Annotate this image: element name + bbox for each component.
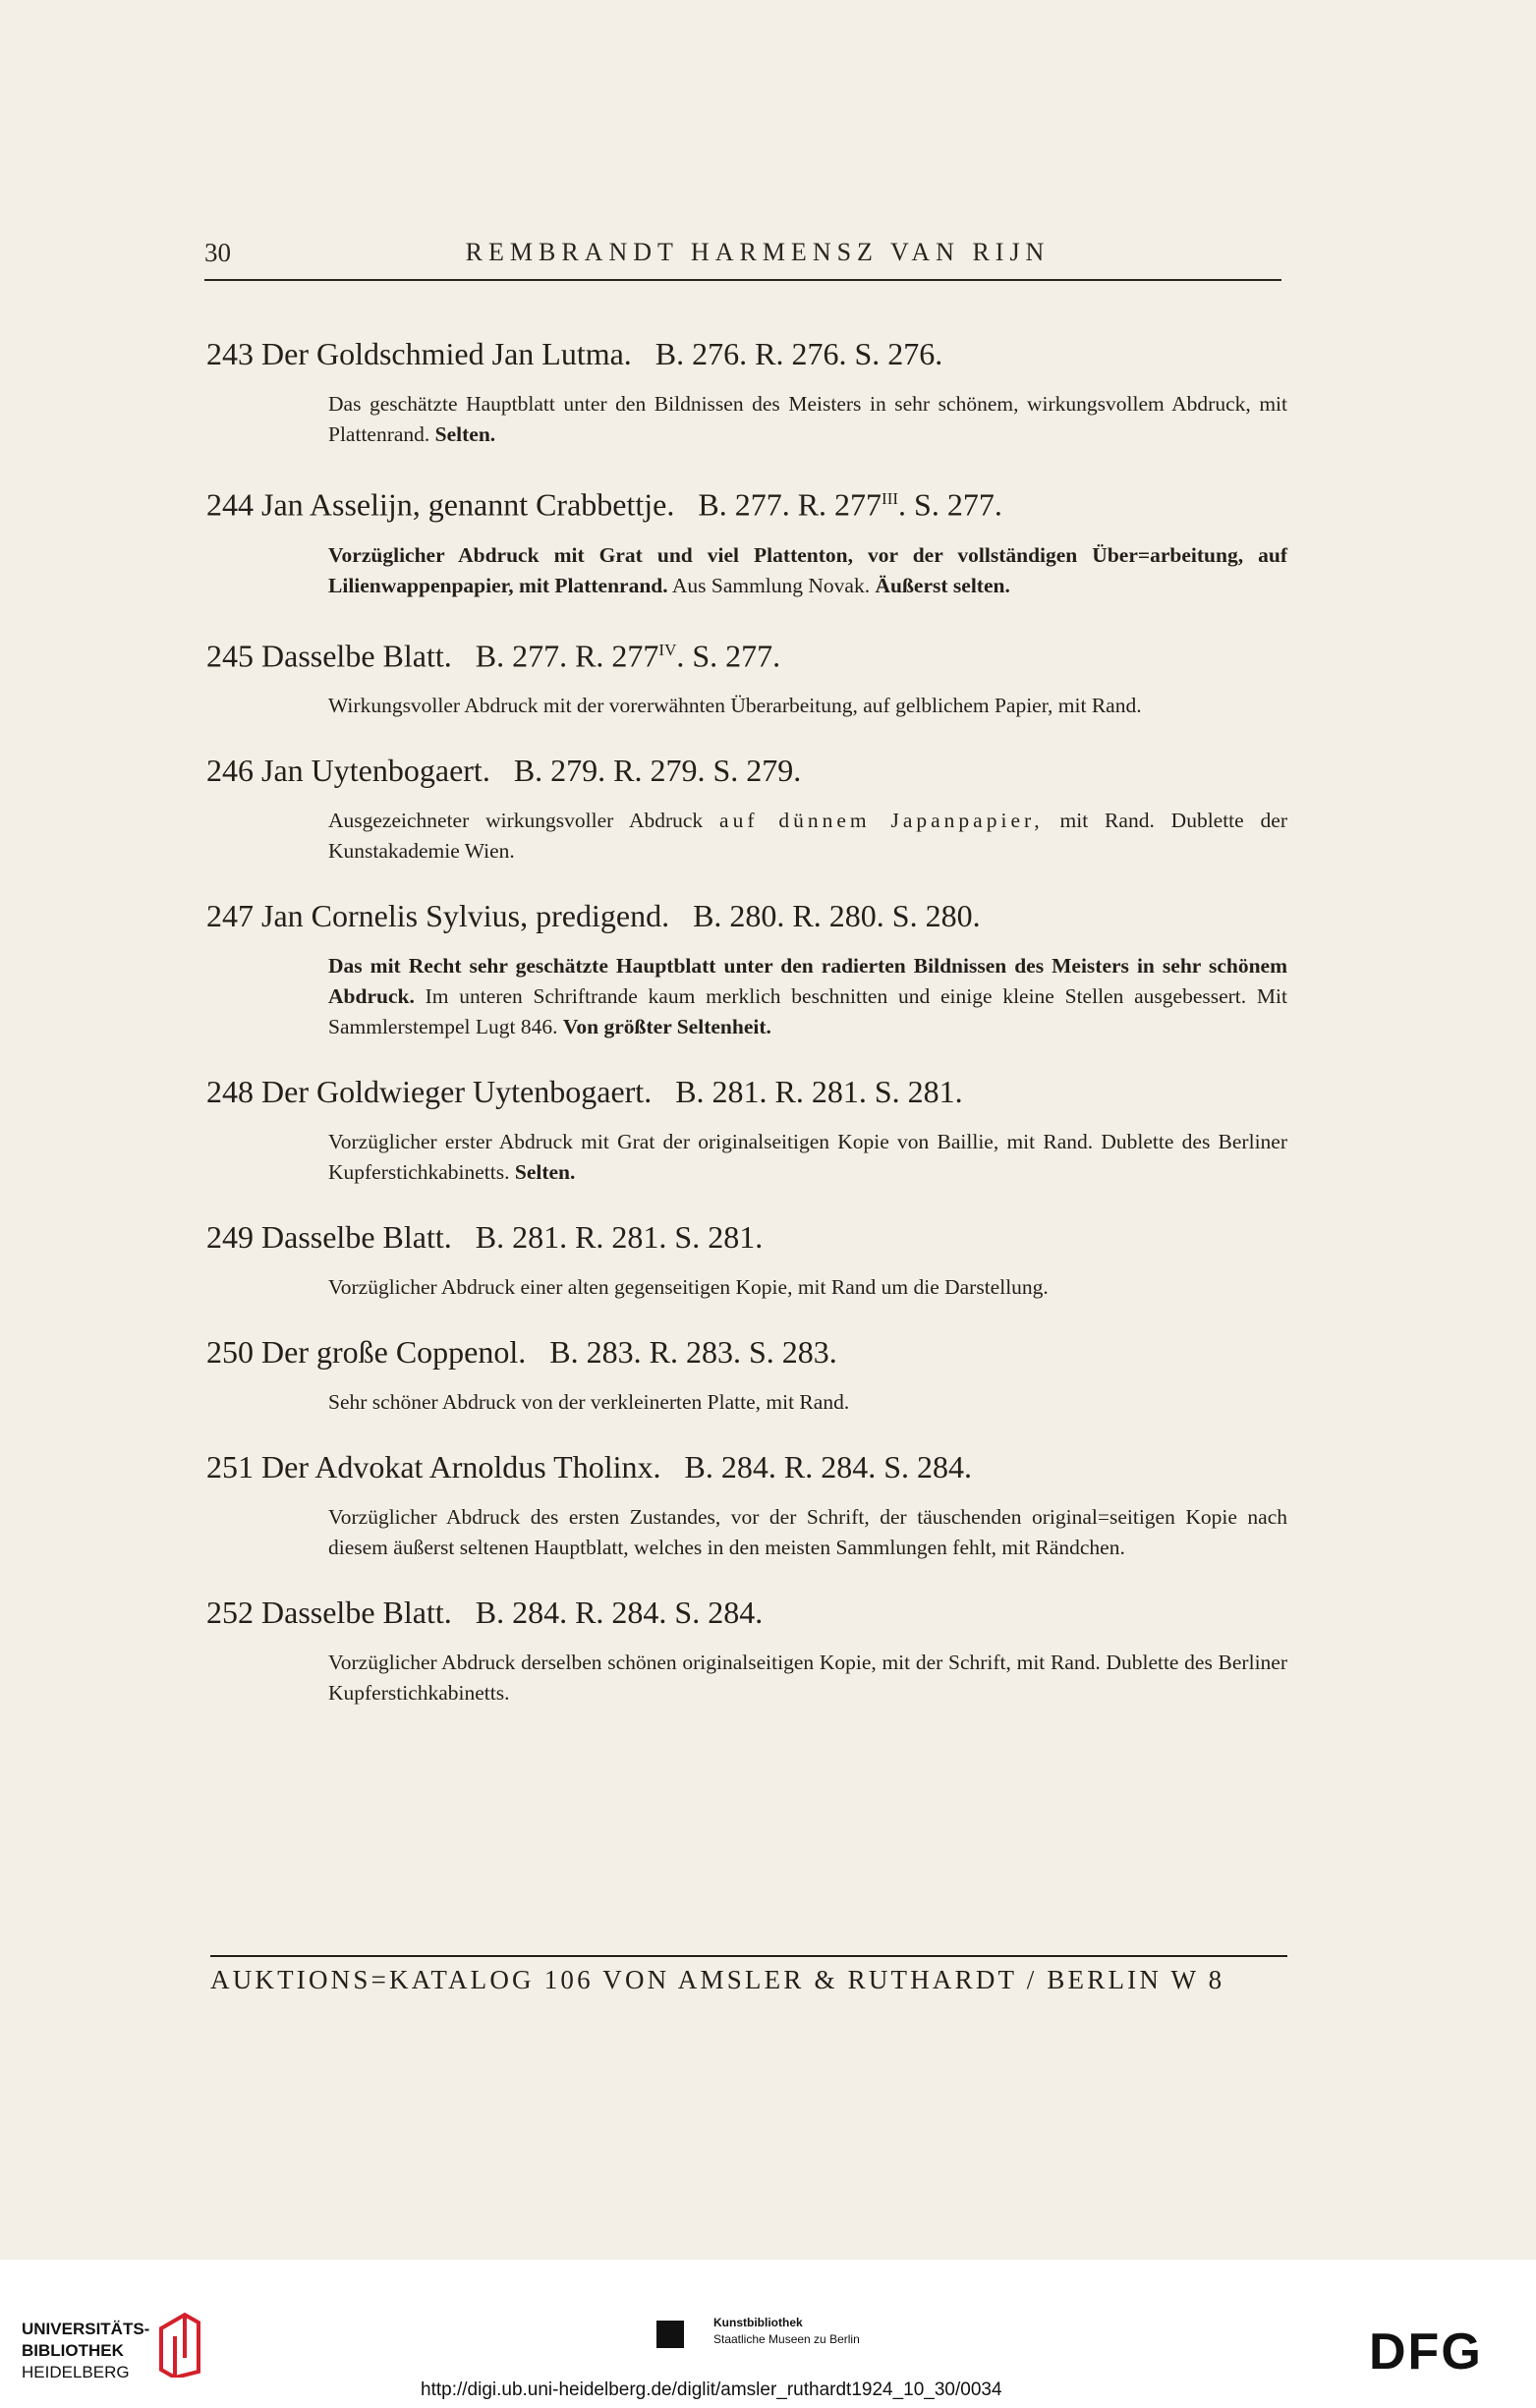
entry-refs: B. 277. R. 277 (698, 486, 882, 523)
entry-refs: B. 284. R. 284. (475, 1595, 667, 1631)
entry-description (328, 1127, 1287, 1188)
entry-title: Dasselbe Blatt. (261, 1219, 452, 1256)
catalog-entry (206, 479, 1287, 601)
catalog-entry (206, 334, 1287, 450)
condition-note: Im unteren Schriftrande kaum merklich beschnitten und einige kleine Stellen ausgebessert. Mit Sammlerstempel Lugt 846. (328, 984, 1287, 1039)
entry-title: Jan Cornelis Sylvius, predigend. (261, 898, 670, 934)
footer-divider (210, 1955, 1287, 1957)
running-title: REMBRANDT HARMENSZ VAN RIJN (465, 238, 1051, 266)
description-text: Das geschätzte Hauptblatt unter den Bildnissen des Meisters in sehr schönem, wirkungsvollem Abdruck, mit Plattenrand. (328, 392, 1287, 446)
catalog-entry (206, 751, 1287, 867)
entry-heading (206, 631, 1287, 676)
digitization-bar (0, 2260, 1536, 2408)
entry-refs-tail: S. 281. (674, 1219, 764, 1256)
entry-number: 251 (206, 1449, 254, 1485)
page-footer (210, 1955, 1287, 1995)
rarity-note: Selten. (514, 1160, 576, 1185)
entry-description (328, 389, 1287, 450)
catalog-entry (206, 1217, 1287, 1303)
entry-description (328, 806, 1287, 867)
entry-title: Dasselbe Blatt. (261, 638, 452, 674)
entry-refs: B. 280. R. 280. (693, 898, 884, 934)
entry-description (328, 1648, 1287, 1708)
state-superscript: III (882, 489, 899, 508)
entry-title: Jan Uytenbogaert. (261, 753, 490, 789)
page-header (204, 236, 1281, 281)
entry-title: Der Goldwieger Uytenbogaert. (261, 1074, 653, 1110)
library-building-icon (157, 2309, 202, 2378)
rarity-note: Äußerst selten. (875, 573, 1010, 597)
entry-heading (206, 1217, 1287, 1257)
entry-number: 249 (206, 1219, 254, 1256)
entry-heading (206, 751, 1287, 790)
entry-number: 243 (206, 336, 254, 371)
entry-title: Der Goldschmied Jan Lutma. (261, 336, 632, 371)
entry-refs: B. 284. R. 284. (684, 1449, 877, 1485)
logo-text-line: UNIVERSITÄTS- (22, 2320, 150, 2338)
description-text: Vorzüglicher Abdruck mit Grat und viel Plattenton, vor der vollständigen Über=arbeitung, auf Lilienwappenpapier, mit Plattenrand. (328, 542, 1287, 597)
entry-description (328, 1272, 1287, 1303)
entry-refs-tail: S. 276. (854, 336, 943, 371)
footer-imprint: AUKTIONS=KATALOG 106 VON AMSLER & RUTHARDT / BERLIN W 8 (210, 1965, 1225, 1994)
description-text: Wirkungsvoller Abdruck mit der vorerwähnten Überarbeitung, auf gelblichem Papier, mit Rand. (328, 694, 1142, 718)
description-text: Vorzüglicher erster Abdruck mit Grat der originalseitigen Kopie von Baillie, mit Rand. Dublette des Berliner Kupferstichkabinetts. (328, 1130, 1287, 1185)
entry-description (328, 951, 1287, 1042)
entry-refs-tail: S. 283. (748, 1334, 837, 1371)
dfg-logo[interactable]: DFG (1369, 2324, 1483, 2380)
catalog-entry (206, 631, 1287, 722)
entry-refs-tail: . S. 277. (676, 638, 781, 674)
entry-heading (206, 1072, 1287, 1111)
provenance-note: Aus Sammlung Novak. (671, 573, 871, 597)
catalog-entries (206, 334, 1287, 1738)
entry-heading (206, 479, 1287, 525)
catalog-entry (206, 1447, 1287, 1563)
entry-heading (206, 334, 1287, 373)
entry-heading (206, 1593, 1287, 1632)
provenance-note: mit Rand. Dublette der Kunstakademie Wien. (328, 809, 1288, 864)
description-text: Vorzüglicher Abdruck des ersten Zustandes, vor der Schrift, der täuschenden original=seitigen Kopie nach diesem äußerst seltenen Hauptblatt, welches in den meisten Sammlungen fehlt, mit Rändchen. (328, 1505, 1287, 1560)
entry-refs: B. 279. R. 279. (513, 753, 706, 789)
description-text: Das mit Recht sehr geschätzte Hauptblatt unter den radierten Bildnissen des Meisters in sehr schönem Abdruck. (328, 954, 1287, 1009)
entry-number: 246 (206, 753, 254, 789)
description-text: Vorzüglicher Abdruck einer alten gegenseitigen Kopie, mit Rand um die Darstellung. (328, 1275, 1049, 1300)
rarity-note: Selten. (434, 422, 496, 446)
entry-description (328, 1502, 1287, 1563)
description-text: Sehr schöner Abdruck von der verkleinerten Platte, mit Rand. (328, 1390, 850, 1415)
permalink-url[interactable]: http://digi.ub.uni-heidelberg.de/diglit/amsler_ruthardt1924_10_30/0034 (421, 2380, 1002, 2400)
page-number: 30 (204, 238, 231, 267)
entry-title: Dasselbe Blatt. (261, 1595, 452, 1631)
kunstbibliothek-label (713, 2315, 860, 2348)
entry-description (328, 1387, 1287, 1418)
entry-refs-tail: S. 279. (712, 753, 802, 789)
entry-refs: B. 283. R. 283. (549, 1334, 741, 1371)
entry-heading (206, 1332, 1287, 1372)
rarity-note: Von größter Seltenheit. (562, 1015, 771, 1039)
entry-title: Der große Coppenol. (261, 1334, 527, 1371)
entry-number: 252 (206, 1595, 254, 1631)
museum-mark-icon (656, 2321, 684, 2348)
entry-title: Der Advokat Arnoldus Tholinx. (261, 1449, 661, 1485)
entry-refs: B. 276. R. 276. (654, 336, 847, 371)
entry-number: 245 (206, 638, 254, 674)
entry-refs-tail: S. 284. (883, 1449, 972, 1485)
entry-number: 248 (206, 1074, 254, 1110)
logo-text-line: Staatliche Museen zu Berlin (713, 2332, 860, 2346)
state-superscript: IV (658, 640, 677, 659)
entry-description (328, 540, 1287, 601)
catalog-entry (206, 1593, 1287, 1708)
entry-refs-tail: S. 284. (674, 1595, 764, 1631)
entry-refs: B. 281. R. 281. (475, 1219, 667, 1256)
paper-note: auf dünnem Japanpapier, (719, 809, 1044, 833)
university-library-logo[interactable] (22, 2319, 149, 2383)
catalog-entry (206, 1072, 1287, 1188)
description-text: Vorzüglicher Abdruck derselben schönen originalseitigen Kopie, mit der Schrift, mit Rand. Dublette des Berliner Kupferstichkabinetts. (328, 1651, 1287, 1706)
entry-number: 247 (206, 898, 254, 934)
entry-refs-tail: . S. 277. (898, 486, 1002, 523)
entry-heading (206, 896, 1287, 935)
entry-number: 250 (206, 1334, 254, 1371)
entry-refs: B. 277. R. 277 (475, 638, 659, 674)
logo-text-line: BIBLIOTHEK (22, 2341, 124, 2360)
catalog-entry (206, 896, 1287, 1042)
entry-title: Jan Asselijn, genannt Crabbettje. (261, 486, 675, 523)
entry-refs-tail: S. 281. (874, 1074, 963, 1110)
entry-heading (206, 1447, 1287, 1486)
catalog-entry (206, 1332, 1287, 1418)
entry-description (328, 691, 1287, 721)
logo-text-line: HEIDELBERG (22, 2363, 130, 2381)
description-text: Ausgezeichneter wirkungsvoller Abdruck (328, 809, 704, 833)
logo-text-line: Kunstbibliothek (713, 2316, 803, 2329)
entry-refs-tail: S. 280. (891, 898, 981, 934)
entry-number: 244 (206, 486, 254, 523)
entry-refs: B. 281. R. 281. (675, 1074, 867, 1110)
